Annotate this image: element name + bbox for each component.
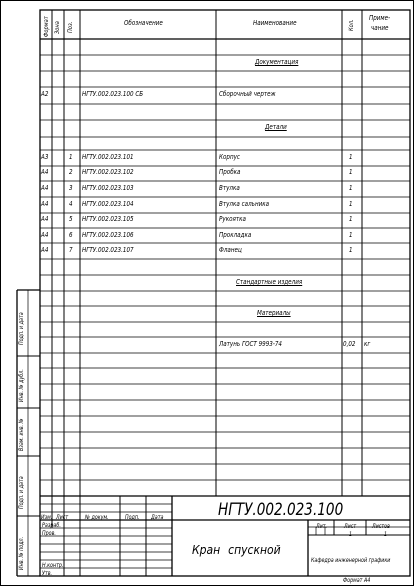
part-qty: 1 bbox=[349, 200, 353, 208]
doc-row-name: Сборочный чертеж bbox=[219, 90, 276, 98]
part-qty: 1 bbox=[349, 153, 353, 161]
doc-row-format: А2 bbox=[41, 90, 49, 98]
part-pos: 6 bbox=[69, 231, 73, 239]
part-name: Рукоятка bbox=[219, 215, 246, 223]
part-qty: 1 bbox=[349, 246, 353, 254]
section-materials: Материалы bbox=[257, 309, 291, 317]
section-documentation: Документация bbox=[255, 58, 299, 66]
part-format: А4 bbox=[41, 231, 49, 239]
strip-podp-data-2: Подп. и дата bbox=[18, 476, 25, 509]
tb-list: Лист bbox=[344, 523, 357, 530]
part-format: А4 bbox=[41, 184, 49, 192]
part-qty: 1 bbox=[349, 215, 353, 223]
part-pos: 1 bbox=[69, 153, 73, 161]
part-name: Втулка сальника bbox=[219, 200, 270, 208]
part-qty: 1 bbox=[349, 231, 353, 239]
header-qty: Кол. bbox=[348, 19, 355, 31]
part-designation: НГТУ.002.023.105 bbox=[82, 215, 134, 223]
part-pos: 4 bbox=[69, 200, 73, 208]
doc-row-designation: НГТУ.002.023.100 СБ bbox=[82, 90, 144, 98]
title-block-title: Кран спускной bbox=[192, 543, 281, 557]
strip-inv-podl: Инв. № подл. bbox=[18, 536, 25, 570]
tb-col-izm: Изм. bbox=[41, 514, 53, 521]
header-note-line2: чание bbox=[371, 24, 389, 32]
part-name: Фланец bbox=[219, 246, 242, 254]
strip-podp-data-1: Подп. и дата bbox=[18, 312, 25, 345]
part-format: А4 bbox=[41, 215, 49, 223]
part-name: Пробка bbox=[219, 168, 241, 176]
part-pos: 7 bbox=[69, 246, 73, 254]
part-name: Втулка bbox=[219, 184, 240, 192]
tb-razrab: Разраб. bbox=[42, 522, 61, 529]
title-block-code: НГТУ.002.023.100 bbox=[218, 500, 344, 520]
part-name: Прокладка bbox=[219, 231, 252, 239]
strip-vzam-inv: Взам. инв. № bbox=[18, 418, 25, 451]
tb-prov: Пров. bbox=[42, 530, 56, 537]
part-format: А4 bbox=[41, 200, 49, 208]
part-name: Корпус bbox=[219, 153, 241, 161]
tb-col-podp: Подп. bbox=[125, 514, 140, 521]
strip-inv-dubl: Инв. № дубл. bbox=[18, 369, 25, 402]
header-pos: Поз. bbox=[67, 21, 74, 33]
material-qty: 0,02 bbox=[343, 340, 356, 348]
part-designation: НГТУ.002.023.106 bbox=[82, 231, 134, 239]
part-format: А4 bbox=[41, 168, 49, 176]
part-format: А4 bbox=[41, 246, 49, 254]
material-note: кг bbox=[364, 340, 371, 348]
part-qty: 1 bbox=[349, 168, 353, 176]
part-qty: 1 bbox=[349, 184, 353, 192]
part-designation: НГТУ.002.023.101 bbox=[82, 153, 134, 161]
part-designation: НГТУ.002.023.107 bbox=[82, 246, 134, 254]
section-details: Детали bbox=[265, 123, 287, 131]
part-designation: НГТУ.002.023.104 bbox=[82, 200, 134, 208]
tb-col-list: Лист bbox=[56, 514, 69, 521]
header-note-line1: Приме- bbox=[369, 14, 391, 22]
tb-department: Кафедра инженерной графики bbox=[311, 557, 391, 564]
tb-lit: Лит. bbox=[316, 523, 328, 530]
format-footer: Формат А4 bbox=[343, 577, 371, 584]
material-name: Латунь ГОСТ 9993-74 bbox=[219, 340, 282, 348]
part-pos: 2 bbox=[69, 168, 73, 176]
tb-col-ndoc: № докум. bbox=[85, 514, 109, 521]
header-format: Формат bbox=[43, 16, 50, 37]
part-pos: 5 bbox=[69, 215, 73, 223]
tb-col-data: Дата bbox=[151, 514, 164, 521]
tb-list-value: 1 bbox=[349, 531, 353, 538]
header-zone: Зона bbox=[54, 21, 61, 34]
part-format: А3 bbox=[41, 153, 49, 161]
tb-listov: Листов bbox=[372, 523, 390, 530]
part-designation: НГТУ.002.023.102 bbox=[82, 168, 134, 176]
section-standard: Стандартные изделия bbox=[236, 278, 303, 286]
part-designation: НГТУ.002.023.103 bbox=[82, 184, 134, 192]
tb-listov-value: 1 bbox=[384, 531, 388, 538]
header-designation: Обозначение bbox=[124, 19, 163, 27]
tb-nkontr: Н.контр. bbox=[42, 562, 64, 569]
part-pos: 3 bbox=[69, 184, 73, 192]
header-name: Наименование bbox=[253, 19, 297, 27]
tb-utv: Утв. bbox=[42, 570, 53, 577]
